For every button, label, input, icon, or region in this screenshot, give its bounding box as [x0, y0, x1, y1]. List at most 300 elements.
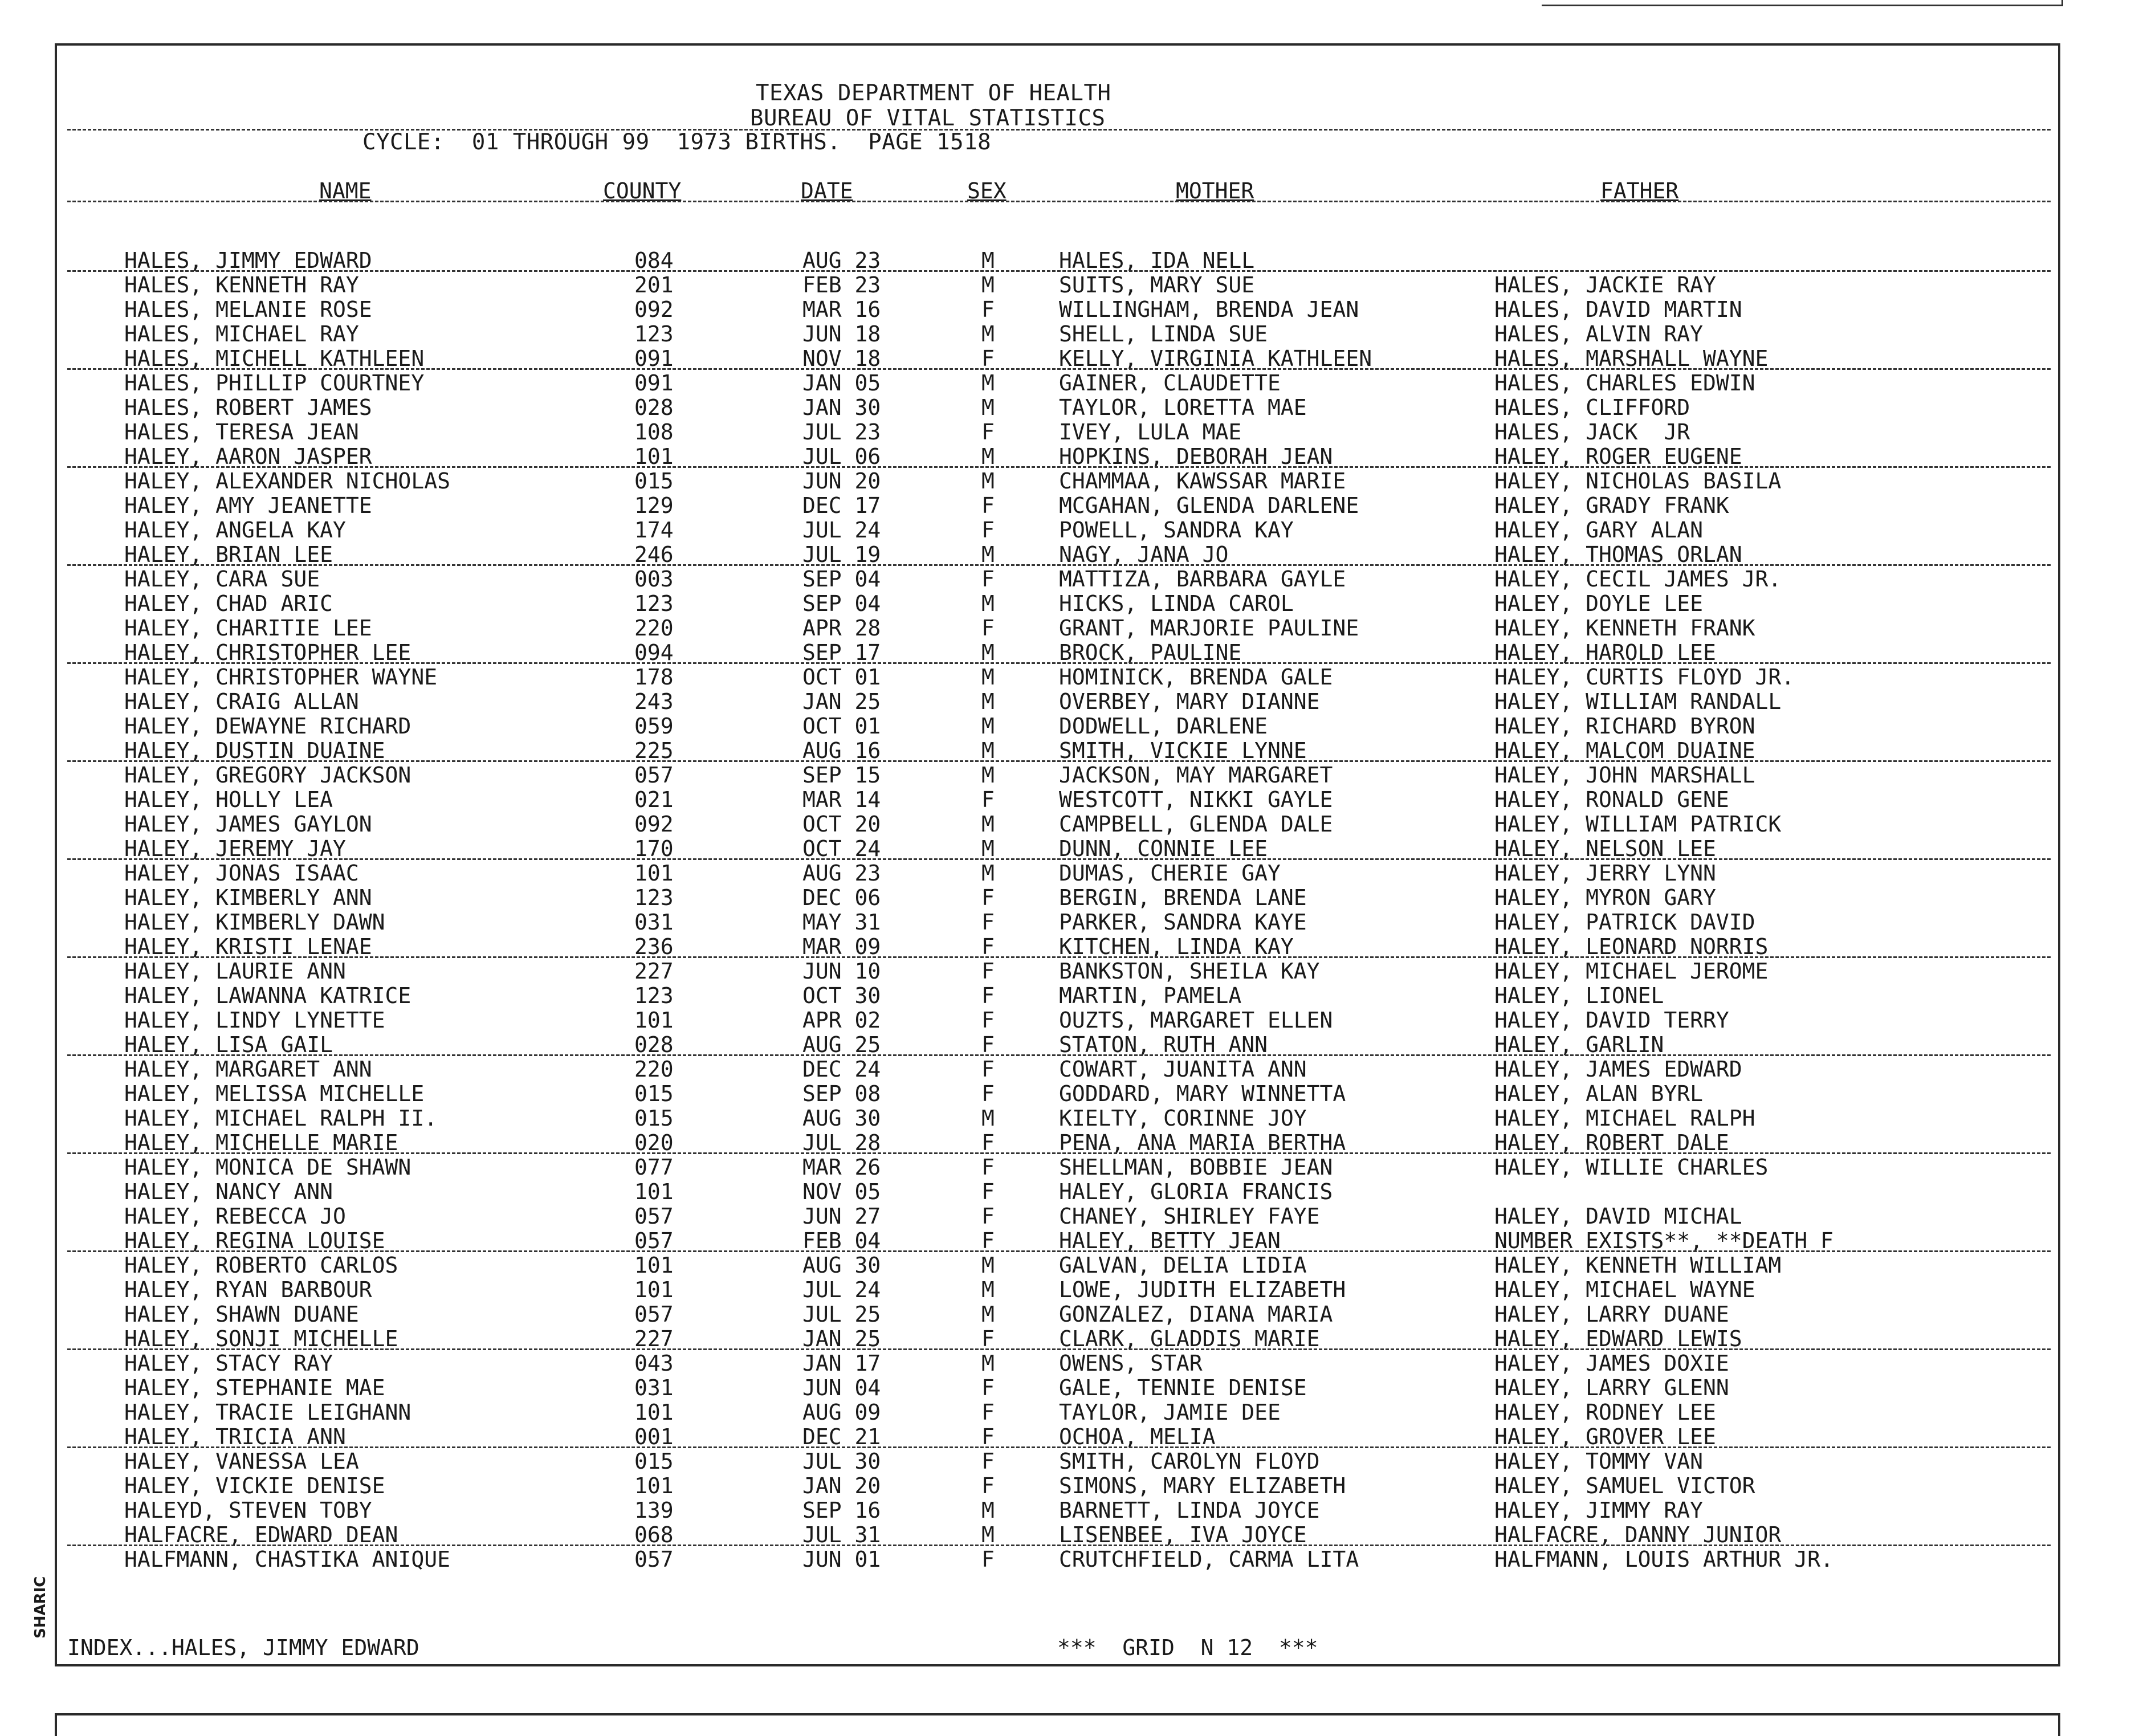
bottom-edge-rule: [55, 1713, 2060, 1736]
cell-name: HALEYD, STEVEN TOBY: [124, 1498, 372, 1523]
cell-county: 021: [634, 787, 674, 812]
cell-date: AUG 30: [802, 1253, 881, 1278]
cell-date: DEC 06: [802, 885, 881, 910]
cell-county: 220: [634, 616, 674, 641]
cell-county: 123: [634, 983, 674, 1008]
cell-sex: F: [981, 1228, 995, 1253]
cell-mother: SMITH, CAROLYN FLOYD: [1059, 1449, 1320, 1474]
cell-name: HALEY, ANGELA KAY: [124, 517, 346, 543]
cell-date: SEP 08: [802, 1081, 881, 1106]
cell-mother: CRUTCHFIELD, CARMA LITA: [1059, 1547, 1359, 1572]
cell-mother: LISENBEE, IVA JOYCE: [1059, 1522, 1307, 1547]
cell-date: AUG 25: [802, 1032, 881, 1057]
cell-county: 057: [634, 1302, 674, 1327]
cell-father: HALEY, CECIL JAMES JR.: [1494, 567, 1782, 592]
cell-sex: M: [981, 542, 995, 567]
cell-name: HALEY, CHRISTOPHER WAYNE: [124, 665, 438, 690]
column-header-mother: MOTHER: [1176, 178, 1254, 203]
row-divider: [67, 1250, 2051, 1252]
cell-father: HALEY, LARRY GLENN: [1494, 1375, 1729, 1400]
cell-county: 123: [634, 885, 674, 910]
cell-sex: F: [981, 419, 995, 445]
cell-sex: M: [981, 370, 995, 396]
cell-county: 101: [634, 1473, 674, 1498]
column-header-county: COUNTY: [603, 178, 682, 203]
row-divider: [67, 662, 2051, 664]
cell-date: AUG 30: [802, 1106, 881, 1131]
cell-father: HALEY, PATRICK DAVID: [1494, 910, 1755, 935]
cell-date: OCT 20: [802, 812, 881, 837]
cell-name: HALEY, RYAN BARBOUR: [124, 1277, 372, 1302]
cell-name: HALEY, VICKIE DENISE: [124, 1473, 385, 1498]
cell-father: NUMBER EXISTS**, **DEATH F: [1494, 1228, 1834, 1253]
cell-father: HALEY, TOMMY VAN: [1494, 1449, 1704, 1474]
cell-sex: F: [981, 1032, 995, 1057]
cell-name: HALEY, AARON JASPER: [124, 444, 372, 469]
cell-county: 077: [634, 1155, 674, 1180]
cell-mother: CHANEY, SHIRLEY FAYE: [1059, 1204, 1320, 1229]
cell-county: 001: [634, 1424, 674, 1449]
cell-father: HALEY, KENNETH FRANK: [1494, 616, 1755, 641]
row-divider: [67, 270, 2051, 272]
row-divider: [67, 564, 2051, 566]
cell-sex: F: [981, 1547, 995, 1572]
cell-father: HALEY, LEONARD NORRIS: [1494, 934, 1769, 959]
cell-mother: WESTCOTT, NIKKI GAYLE: [1059, 787, 1333, 812]
cell-father: HALEY, CURTIS FLOYD JR.: [1494, 665, 1795, 690]
cell-name: HALEY, CHARITIE LEE: [124, 616, 372, 641]
cell-name: HALEY, ALEXANDER NICHOLAS: [124, 468, 450, 494]
cell-sex: F: [981, 1081, 995, 1106]
cell-county: 092: [634, 297, 674, 322]
cell-county: 057: [634, 1228, 674, 1253]
cell-mother: MCGAHAN, GLENDA DARLENE: [1059, 493, 1359, 518]
cell-date: AUG 23: [802, 861, 881, 886]
cell-name: HALEY, DEWAYNE RICHARD: [124, 714, 411, 739]
cell-sex: F: [981, 934, 995, 959]
cell-county: 028: [634, 1032, 674, 1057]
cell-date: SEP 17: [802, 640, 881, 665]
cell-county: 043: [634, 1351, 674, 1376]
cell-sex: M: [981, 444, 995, 469]
cell-mother: BANKSTON, SHEILA KAY: [1059, 959, 1320, 984]
row-divider: [67, 1054, 2051, 1056]
cell-sex: M: [981, 1277, 995, 1302]
cell-date: JUL 31: [802, 1522, 881, 1547]
cell-mother: BERGIN, BRENDA LANE: [1059, 885, 1307, 910]
cell-date: OCT 30: [802, 983, 881, 1008]
cell-county: 101: [634, 1008, 674, 1033]
cell-name: HALEY, SONJI MICHELLE: [124, 1326, 398, 1351]
cell-mother: OUZTS, MARGARET ELLEN: [1059, 1008, 1333, 1033]
cell-mother: IVEY, LULA MAE: [1059, 419, 1242, 445]
cell-sex: F: [981, 297, 995, 322]
cell-mother: DUMAS, CHERIE GAY: [1059, 861, 1281, 886]
cell-father: HALEY, JAMES EDWARD: [1494, 1057, 1742, 1082]
cell-mother: GONZALEZ, DIANA MARIA: [1059, 1302, 1333, 1327]
cell-date: FEB 23: [802, 272, 881, 298]
cell-father: HALEY, DAVID TERRY: [1494, 1008, 1729, 1033]
cell-sex: M: [981, 248, 995, 273]
cell-sex: F: [981, 885, 995, 910]
cell-father: HALEY, ALAN BYRL: [1494, 1081, 1704, 1106]
cell-date: FEB 04: [802, 1228, 881, 1253]
cell-sex: F: [981, 1400, 995, 1425]
cell-name: HALEY, HOLLY LEA: [124, 787, 333, 812]
cell-father: HALFACRE, DANNY JUNIOR: [1494, 1522, 1782, 1547]
cell-name: HALEY, MICHELLE MARIE: [124, 1130, 398, 1155]
cell-county: 015: [634, 1106, 674, 1131]
cell-county: 101: [634, 444, 674, 469]
cell-date: JUL 06: [802, 444, 881, 469]
cell-father: HALEY, NELSON LEE: [1494, 836, 1716, 861]
cell-father: HALEY, MICHAEL RALPH: [1494, 1106, 1755, 1131]
cell-date: OCT 01: [802, 714, 881, 739]
cell-name: HALEY, TRACIE LEIGHANN: [124, 1400, 411, 1425]
cell-name: HALEY, KRISTI LENAE: [124, 934, 372, 959]
cell-mother: SHELL, LINDA SUE: [1059, 321, 1268, 347]
cell-mother: HOPKINS, DEBORAH JEAN: [1059, 444, 1333, 469]
cell-date: SEP 04: [802, 567, 881, 592]
cell-sex: M: [981, 714, 995, 739]
row-divider: [67, 956, 2051, 958]
cell-name: HALEY, NANCY ANN: [124, 1179, 333, 1204]
cell-name: HALES, ROBERT JAMES: [124, 395, 372, 420]
cell-name: HALEY, MICHAEL RALPH II.: [124, 1106, 438, 1131]
cell-county: 220: [634, 1057, 674, 1082]
cell-father: HALFMANN, LOUIS ARTHUR JR.: [1494, 1547, 1834, 1572]
cell-county: 028: [634, 395, 674, 420]
row-divider: [67, 1152, 2051, 1154]
cell-father: HALEY, JIMMY RAY: [1494, 1498, 1704, 1523]
cell-mother: HALEY, GLORIA FRANCIS: [1059, 1179, 1333, 1204]
cell-father: HALES, ALVIN RAY: [1494, 321, 1704, 347]
cell-sex: F: [981, 567, 995, 592]
cell-date: JUL 30: [802, 1449, 881, 1474]
cell-sex: F: [981, 1130, 995, 1155]
cell-mother: PARKER, SANDRA KAYE: [1059, 910, 1307, 935]
cell-sex: M: [981, 665, 995, 690]
cell-county: 227: [634, 959, 674, 984]
column-header-sex: SEX: [967, 178, 1007, 203]
cell-county: 059: [634, 714, 674, 739]
cell-mother: CHAMMAA, KAWSSAR MARIE: [1059, 468, 1346, 494]
cell-name: HALEY, ROBERTO CARLOS: [124, 1253, 398, 1278]
cell-mother: DODWELL, DARLENE: [1059, 714, 1268, 739]
cell-father: HALEY, WILLIAM PATRICK: [1494, 812, 1782, 837]
cell-name: HALEY, JEREMY JAY: [124, 836, 346, 861]
cell-date: SEP 04: [802, 591, 881, 616]
cell-father: HALEY, RICHARD BYRON: [1494, 714, 1755, 739]
cell-mother: MATTIZA, BARBARA GAYLE: [1059, 567, 1346, 592]
cell-name: HALFACRE, EDWARD DEAN: [124, 1522, 398, 1547]
cell-sex: F: [981, 616, 995, 641]
cell-father: HALEY, GARY ALAN: [1494, 517, 1704, 543]
cell-sex: M: [981, 640, 995, 665]
cell-sex: F: [981, 1155, 995, 1180]
cell-sex: M: [981, 836, 995, 861]
cell-sex: F: [981, 517, 995, 543]
cell-name: HALEY, VANESSA LEA: [124, 1449, 359, 1474]
cell-name: HALES, PHILLIP COURTNEY: [124, 370, 425, 396]
cell-mother: HALES, IDA NELL: [1059, 248, 1255, 273]
cell-name: HALEY, KIMBERLY DAWN: [124, 910, 385, 935]
cell-name: HALEY, LISA GAIL: [124, 1032, 333, 1057]
cell-father: HALEY, RONALD GENE: [1494, 787, 1729, 812]
cell-mother: CAMPBELL, GLENDA DALE: [1059, 812, 1333, 837]
cell-father: HALES, DAVID MARTIN: [1494, 297, 1742, 322]
cell-sex: F: [981, 493, 995, 518]
row-divider: [67, 858, 2051, 860]
cell-sex: M: [981, 812, 995, 837]
cell-county: 243: [634, 689, 674, 714]
cell-date: JAN 05: [802, 370, 881, 396]
cell-date: JUN 27: [802, 1204, 881, 1229]
cell-sex: F: [981, 1179, 995, 1204]
cell-sex: M: [981, 1498, 995, 1523]
cell-county: 031: [634, 910, 674, 935]
cell-father: HALES, JACKIE RAY: [1494, 272, 1716, 298]
cell-name: HALES, MICHELL KATHLEEN: [124, 346, 425, 371]
cell-name: HALES, MICHAEL RAY: [124, 321, 359, 347]
cell-date: AUG 09: [802, 1400, 881, 1425]
cell-name: HALEY, LAURIE ANN: [124, 959, 346, 984]
cell-date: JUL 28: [802, 1130, 881, 1155]
cell-name: HALEY, MARGARET ANN: [124, 1057, 372, 1082]
cell-county: 178: [634, 665, 674, 690]
cell-sex: F: [981, 346, 995, 371]
cell-county: 091: [634, 346, 674, 371]
cell-county: 108: [634, 419, 674, 445]
cell-mother: BROCK, PAULINE: [1059, 640, 1242, 665]
cell-county: 129: [634, 493, 674, 518]
row-divider: [67, 1446, 2051, 1448]
cell-mother: STATON, RUTH ANN: [1059, 1032, 1268, 1057]
row-divider: [67, 466, 2051, 468]
cell-county: 101: [634, 1179, 674, 1204]
cell-sex: M: [981, 395, 995, 420]
cell-date: JAN 25: [802, 689, 881, 714]
cell-date: MAR 14: [802, 787, 881, 812]
cell-name: HALEY, AMY JEANETTE: [124, 493, 372, 518]
cell-sex: F: [981, 1449, 995, 1474]
cell-county: 170: [634, 836, 674, 861]
cell-county: 015: [634, 1081, 674, 1106]
cell-name: HALEY, LINDY LYNETTE: [124, 1008, 385, 1033]
cell-sex: F: [981, 1473, 995, 1498]
cell-date: DEC 24: [802, 1057, 881, 1082]
cell-sex: F: [981, 1424, 995, 1449]
row-divider: [67, 760, 2051, 762]
org-title: TEXAS DEPARTMENT OF HEALTH: [756, 80, 1111, 106]
cell-sex: M: [981, 1106, 995, 1131]
cell-sex: F: [981, 910, 995, 935]
cell-mother: HICKS, LINDA CAROL: [1059, 591, 1294, 616]
cell-county: 101: [634, 1277, 674, 1302]
cell-name: HALEY, DUSTIN DUAINE: [124, 738, 385, 763]
cell-mother: POWELL, SANDRA KAY: [1059, 517, 1294, 543]
cell-name: HALEY, SHAWN DUANE: [124, 1302, 359, 1327]
cell-name: HALES, JIMMY EDWARD: [124, 248, 372, 273]
cell-name: HALEY, BRIAN LEE: [124, 542, 333, 567]
cell-county: 057: [634, 763, 674, 788]
cell-mother: OWENS, STAR: [1059, 1351, 1203, 1376]
cell-mother: WILLINGHAM, BRENDA JEAN: [1059, 297, 1359, 322]
cell-county: 015: [634, 1449, 674, 1474]
cell-father: HALEY, SAMUEL VICTOR: [1494, 1473, 1755, 1498]
cell-sex: M: [981, 1302, 995, 1327]
cell-date: DEC 17: [802, 493, 881, 518]
cell-father: HALEY, MICHAEL JEROME: [1494, 959, 1769, 984]
cell-mother: DUNN, CONNIE LEE: [1059, 836, 1268, 861]
cell-date: NOV 18: [802, 346, 881, 371]
cell-father: HALEY, WILLIAM RANDALL: [1494, 689, 1782, 714]
cell-name: HALEY, MELISSA MICHELLE: [124, 1081, 425, 1106]
cell-father: HALEY, KENNETH WILLIAM: [1494, 1253, 1782, 1278]
cell-mother: BARNETT, LINDA JOYCE: [1059, 1498, 1320, 1523]
cell-mother: OCHOA, MELIA: [1059, 1424, 1216, 1449]
cell-father: HALEY, GRADY FRANK: [1494, 493, 1729, 518]
cell-date: JUN 10: [802, 959, 881, 984]
cell-name: HALEY, CHRISTOPHER LEE: [124, 640, 411, 665]
cell-date: DEC 21: [802, 1424, 881, 1449]
column-header-date: DATE: [801, 178, 853, 203]
cell-name: HALEY, TRICIA ANN: [124, 1424, 346, 1449]
cell-sex: M: [981, 1253, 995, 1278]
cell-date: SEP 16: [802, 1498, 881, 1523]
cell-name: HALES, KENNETH RAY: [124, 272, 359, 298]
cell-date: MAR 09: [802, 934, 881, 959]
bureau-title: BUREAU OF VITAL STATISTICS: [750, 105, 1106, 131]
cell-sex: F: [981, 1204, 995, 1229]
cell-father: HALEY, GARLIN: [1494, 1032, 1664, 1057]
cell-county: 003: [634, 567, 674, 592]
row-divider: [67, 1348, 2051, 1350]
cell-name: HALEY, STACY RAY: [124, 1351, 333, 1376]
cell-mother: KITCHEN, LINDA KAY: [1059, 934, 1294, 959]
cell-father: HALEY, ROGER EUGENE: [1494, 444, 1742, 469]
cell-date: JUN 04: [802, 1375, 881, 1400]
cell-father: HALEY, LIONEL: [1494, 983, 1664, 1008]
cell-date: NOV 05: [802, 1179, 881, 1204]
cell-mother: GALE, TENNIE DENISE: [1059, 1375, 1307, 1400]
cell-sex: M: [981, 738, 995, 763]
cell-mother: PENA, ANA MARIA BERTHA: [1059, 1130, 1346, 1155]
cell-mother: KELLY, VIRGINIA KATHLEEN: [1059, 346, 1372, 371]
cell-sex: F: [981, 1326, 995, 1351]
cell-county: 101: [634, 1253, 674, 1278]
cell-father: HALEY, GROVER LEE: [1494, 1424, 1716, 1449]
cell-sex: F: [981, 959, 995, 984]
cell-mother: HALEY, BETTY JEAN: [1059, 1228, 1281, 1253]
cell-sex: M: [981, 861, 995, 886]
cell-county: 174: [634, 517, 674, 543]
cell-county: 225: [634, 738, 674, 763]
cell-father: HALEY, WILLIE CHARLES: [1494, 1155, 1769, 1180]
cell-father: HALES, CHARLES EDWIN: [1494, 370, 1755, 396]
cell-county: 057: [634, 1204, 674, 1229]
cell-father: HALEY, MICHAEL WAYNE: [1494, 1277, 1755, 1302]
cell-father: HALEY, RODNEY LEE: [1494, 1400, 1716, 1425]
cell-father: HALEY, JOHN MARSHALL: [1494, 763, 1755, 788]
cell-sex: F: [981, 1057, 995, 1082]
cell-father: HALEY, NICHOLAS BASILA: [1494, 468, 1782, 494]
cell-county: 068: [634, 1522, 674, 1547]
cell-date: OCT 24: [802, 836, 881, 861]
cell-sex: M: [981, 763, 995, 788]
cell-date: APR 02: [802, 1008, 881, 1033]
cell-mother: OVERBEY, MARY DIANNE: [1059, 689, 1320, 714]
cell-mother: GAINER, CLAUDETTE: [1059, 370, 1281, 396]
cell-father: HALES, MARSHALL WAYNE: [1494, 346, 1769, 371]
cycle-line: CYCLE: 01 THROUGH 99 1973 BIRTHS. PAGE 1518: [362, 129, 992, 155]
cell-sex: F: [981, 1008, 995, 1033]
column-header-divider: [67, 201, 2051, 202]
cell-mother: TAYLOR, JAMIE DEE: [1059, 1400, 1281, 1425]
cell-mother: COWART, JUANITA ANN: [1059, 1057, 1307, 1082]
cell-sex: F: [981, 1375, 995, 1400]
cell-county: 015: [634, 468, 674, 494]
cell-date: SEP 15: [802, 763, 881, 788]
cell-sex: M: [981, 468, 995, 494]
cell-mother: JACKSON, MAY MARGARET: [1059, 763, 1333, 788]
cell-date: OCT 01: [802, 665, 881, 690]
index-label: INDEX...HALES, JIMMY EDWARD: [67, 1635, 419, 1660]
cell-county: 057: [634, 1547, 674, 1572]
cell-county: 101: [634, 861, 674, 886]
cell-date: JUN 18: [802, 321, 881, 347]
cell-name: HALES, MELANIE ROSE: [124, 297, 372, 322]
cell-mother: KIELTY, CORINNE JOY: [1059, 1106, 1307, 1131]
cell-name: HALEY, JONAS ISAAC: [124, 861, 359, 886]
cell-father: HALEY, LARRY DUANE: [1494, 1302, 1729, 1327]
cell-mother: SUITS, MARY SUE: [1059, 272, 1255, 298]
cell-sex: M: [981, 1351, 995, 1376]
cell-name: HALEY, STEPHANIE MAE: [124, 1375, 385, 1400]
cell-county: 246: [634, 542, 674, 567]
cell-name: HALEY, KIMBERLY ANN: [124, 885, 372, 910]
cell-county: 201: [634, 272, 674, 298]
cell-county: 123: [634, 591, 674, 616]
cell-father: HALEY, ROBERT DALE: [1494, 1130, 1729, 1155]
cell-date: JUN 20: [802, 468, 881, 494]
cell-date: AUG 16: [802, 738, 881, 763]
side-stamp: SHARIC: [32, 1576, 49, 1639]
cell-county: 101: [634, 1400, 674, 1425]
cell-mother: GRANT, MARJORIE PAULINE: [1059, 616, 1359, 641]
cell-county: 091: [634, 370, 674, 396]
cell-father: HALEY, MYRON GARY: [1494, 885, 1716, 910]
cell-mother: GODDARD, MARY WINNETTA: [1059, 1081, 1346, 1106]
cell-father: HALEY, HAROLD LEE: [1494, 640, 1716, 665]
column-header-name: NAME: [319, 178, 372, 203]
cell-date: JUN 01: [802, 1547, 881, 1572]
cell-father: HALEY, DOYLE LEE: [1494, 591, 1704, 616]
cell-sex: M: [981, 272, 995, 298]
cell-mother: SMITH, VICKIE LYNNE: [1059, 738, 1307, 763]
cell-mother: MARTIN, PAMELA: [1059, 983, 1242, 1008]
cell-date: JUL 23: [802, 419, 881, 445]
cell-mother: LOWE, JUDITH ELIZABETH: [1059, 1277, 1346, 1302]
cell-date: JUL 24: [802, 1277, 881, 1302]
cell-county: 020: [634, 1130, 674, 1155]
cell-county: 236: [634, 934, 674, 959]
cell-date: JAN 30: [802, 395, 881, 420]
cell-father: HALEY, MALCOM DUAINE: [1494, 738, 1755, 763]
cell-county: 031: [634, 1375, 674, 1400]
cell-name: HALEY, MONICA DE SHAWN: [124, 1155, 411, 1180]
cell-date: JUL 25: [802, 1302, 881, 1327]
